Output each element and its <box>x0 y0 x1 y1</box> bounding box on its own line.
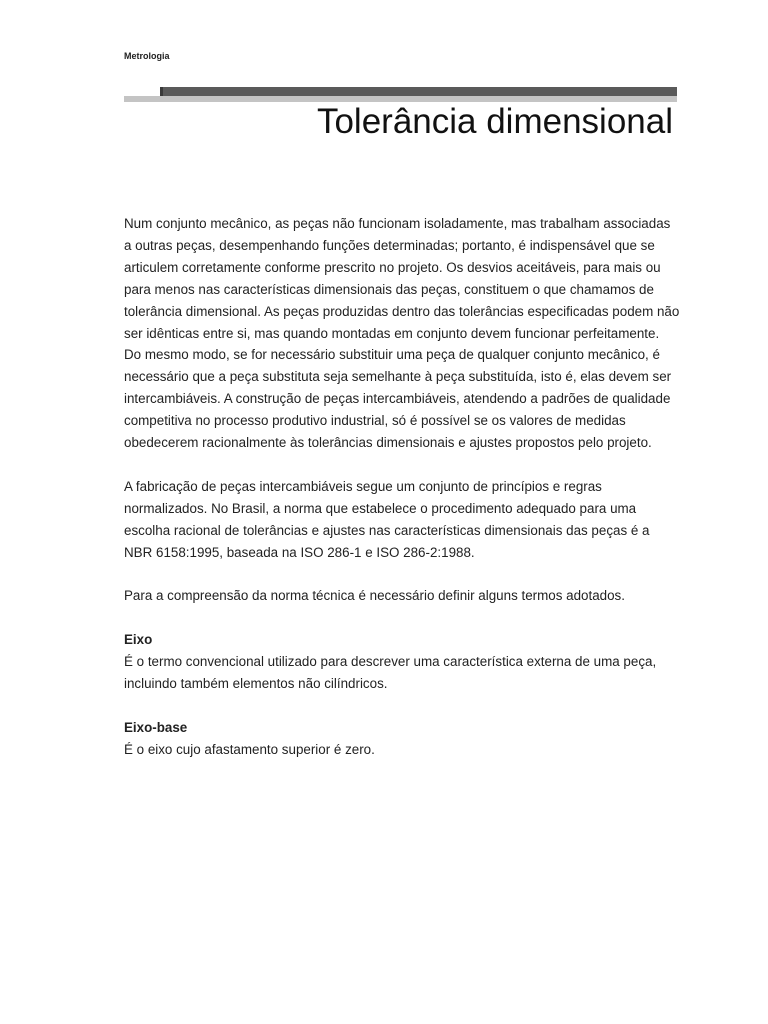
term-eixo-base <box>124 717 680 761</box>
body-paragraph-2: A fabricação de peças intercambiáveis segue um conjunto de princípios e regras normalizados. No Brasil, a norma que estabelece o procedimento adequado para uma escolha racional de tolerâncias e ajustes nas características dimensionais das peças é a NBR 6158:1995, baseada na ISO 286-1 e ISO 286-2:1988. <box>124 478 650 560</box>
term-heading: Eixo <box>124 632 153 648</box>
header-rule-tick <box>160 87 163 96</box>
body-paragraph-3: Para a compreensão da norma técnica é necessário definir alguns termos adotados. <box>124 588 625 604</box>
header-rule-dark-bar <box>160 87 677 96</box>
term-heading: Eixo-base <box>124 719 188 735</box>
term-eixo <box>124 629 680 695</box>
term-definition: É o termo convencional utilizado para descrever uma característica externa de uma peça, incluindo também elementos não cilíndricos. <box>124 654 657 691</box>
page-title: Tolerância dimensional <box>316 102 673 141</box>
body-paragraph-1: Num conjunto mecânico, as peças não funcionam isoladamente, mas trabalham associadas a outras peças, desempenhando funções determinadas; portanto, é indispensável que se articulem corretamente conforme prescrito no projeto. Os desvios aceitáveis, para mais ou para menos nas características dimensionais das peças, constituem o que chamamos de tolerância dimensional. As peças produzidas dentro das tolerâncias especificadas podem não ser idênticas entre si, mas quando montadas em conjunto devem funcionar perfeitamente. Do mesmo modo, se for necessário substituir uma peça de qualquer conjunto mecânico, é necessário que a peça substituta seja semelhante à peça substituída, isto é, elas devem ser intercambiáveis. A construção de peças intercambiáveis, atendendo a padrões de qualidade competitiva no processo produtivo industrial, só é possível se os valores de medidas obedecerem racionalmente às tolerâncias dimensionais e ajustes propostos pelo projeto. <box>124 216 680 451</box>
document-body <box>124 213 680 782</box>
running-header: Metrologia <box>124 51 170 61</box>
term-definition: É o eixo cujo afastamento superior é zero. <box>124 741 375 757</box>
